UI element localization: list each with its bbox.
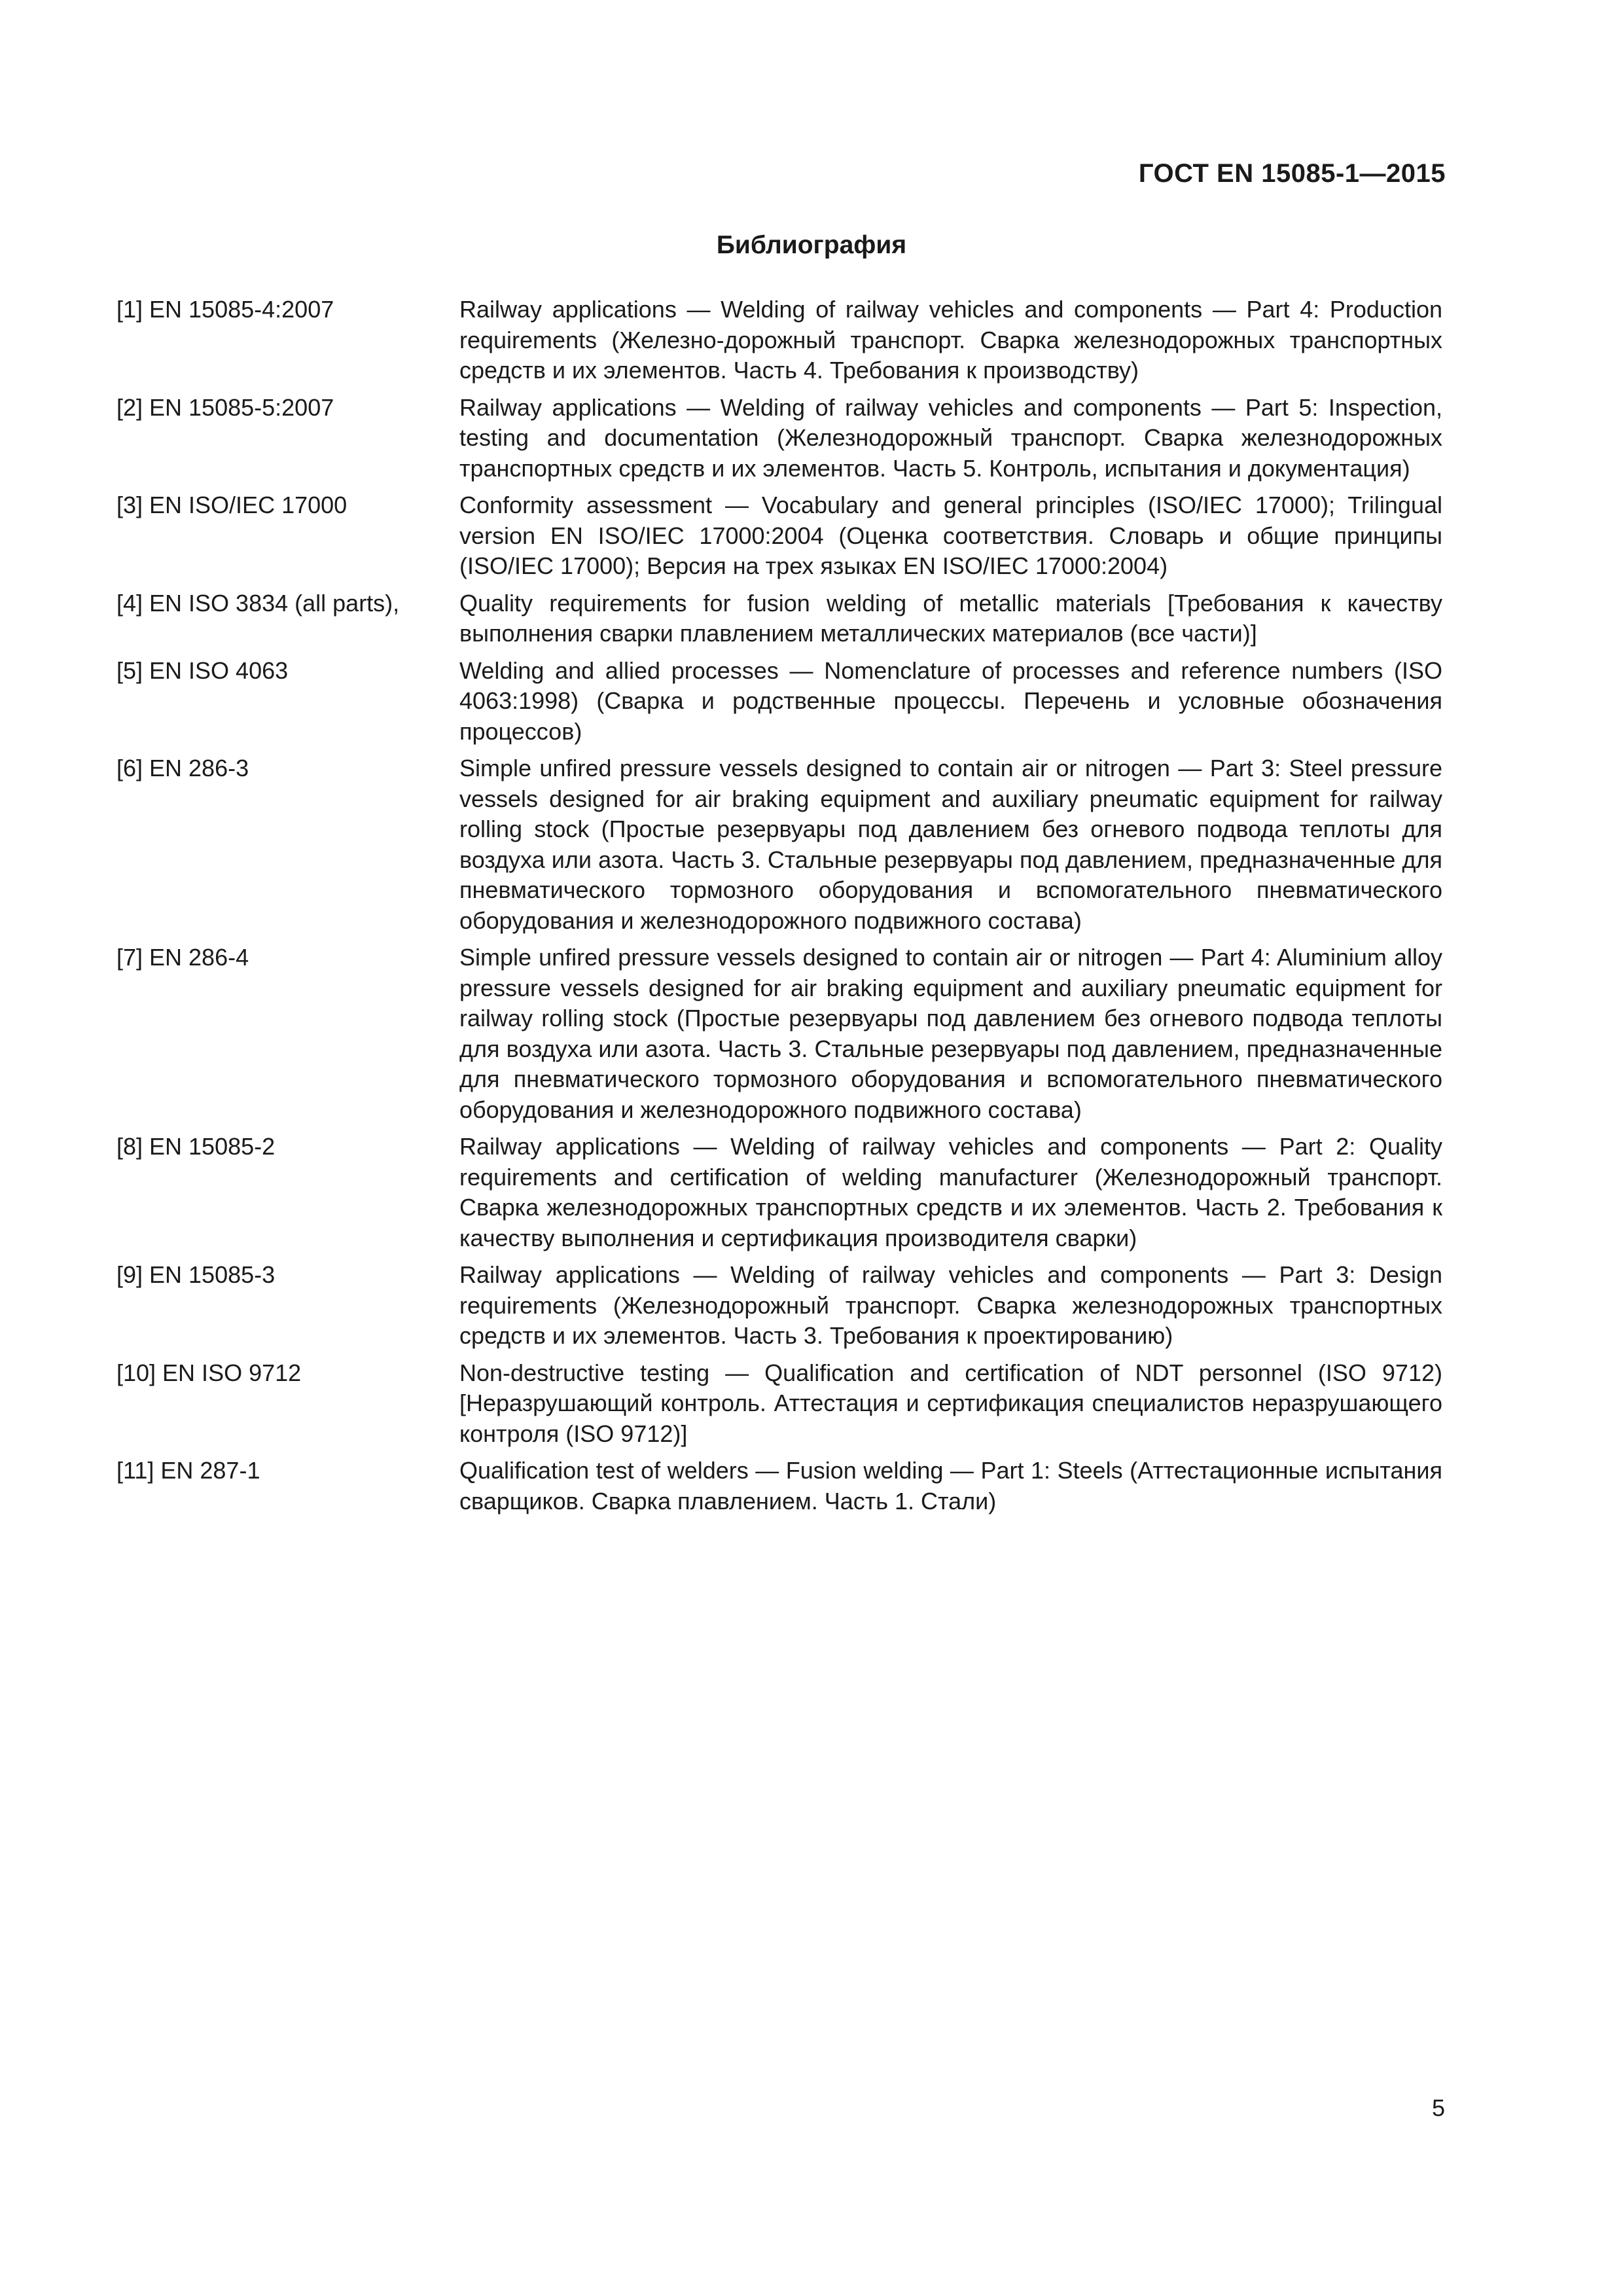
entry-description: Welding and allied processes — Nomenclature of processes and reference numbers (ISO 4063:1998) (Сварка и родственные процессы. Перечень и условные обозначения процессов) (459, 656, 1442, 745)
entry-reference: [8] EN 15085-2 (116, 1133, 276, 1160)
entry-reference: [10] EN ISO 9712 (116, 1359, 302, 1386)
entry-description: Qualification test of welders — Fusion welding — Part 1: Steels (Аттестационные испытания сварщиков. Сварка плавлением. Часть 1. Стали) (459, 1457, 1442, 1515)
entry-reference: [4] EN ISO 3834 (all parts), (116, 589, 400, 617)
entry-reference: [9] EN 15085-3 (116, 1261, 276, 1288)
entry-description: Railway applications — Welding of railway vehicles and components — Part 5: Inspection, testing and documentation (Железнодорожный транспорт. Сварка железнодорожных транспортных средств и их элементов. Часть 5. Контроль, испытания и документация) (459, 393, 1442, 482)
entry-description: Simple unfired pressure vessels designed to contain air or nitrogen — Part 4: Aluminium alloy pressure vessels designed for air braking equipment and auxiliary pneumatic equipment for railway rolling stock (Простые резервуары под давлением без огневого подвода теплоты для воздуха или азота. Часть 3. Стальные резервуары под давлением, предназначенные для пневматического тормозного оборудования и вспомогательного пневматического оборудования и железнодорожного подвижного состава) (459, 944, 1442, 1123)
entry-description: Non-destructive testing — Qualification and certification of NDT personnel (ISO 9712) [Неразрушающий контроль. Аттестация и сертификация специалистов неразрушающего контроля (ISO 9712)] (459, 1359, 1442, 1447)
entry-reference: [11] EN 287-1 (116, 1457, 260, 1484)
bibliography-entry (116, 656, 1449, 747)
bibliography-entry (116, 1456, 1449, 1516)
entry-description: Quality requirements for fusion welding of metallic materials [Требования к качеству выполнения сварки плавлением металлических материалов (все части)] (459, 589, 1442, 647)
entry-description: Railway applications — Welding of railway vehicles and components — Part 2: Quality requirements and certification of welding manufacturer (Железнодорожный транспорт. Сварка железнодорожных транспортных средств и их элементов. Часть 2. Требования к качеству выполнения и сертификация производителя сварки) (459, 1133, 1442, 1251)
entry-description: Simple unfired pressure vessels designed to contain air or nitrogen — Part 3: Steel pressure vessels designed for air braking equipment and auxiliary pneumatic equipment for railway rolling stock (Простые резервуары под давлением без огневого подвода теплоты для воздуха или азота. Часть 3. Стальные резервуары под давлением, предназначенные для пневматического тормозного оборудования и вспомогательного пневматического оборудования и железнодорожного подвижного состава) (459, 755, 1442, 934)
bibliography-list (116, 295, 1449, 1523)
page-number: 5 (1431, 2094, 1445, 2121)
bibliography-entry (116, 393, 1449, 484)
bibliography-entry (116, 490, 1449, 582)
bibliography-entry (116, 1358, 1449, 1450)
bibliography-entry (116, 588, 1449, 649)
entry-reference: [1] EN 15085-4:2007 (116, 296, 334, 323)
bibliography-entry (116, 1260, 1449, 1352)
entry-reference: [2] EN 15085-5:2007 (116, 393, 334, 421)
entry-description: Conformity assessment — Vocabulary and general principles (ISO/IEC 17000); Trilingual version EN ISO/IEC 17000:2004 (Оценка соответствия. Словарь и общие принципы (ISO/IEC 17000); Версия на трех языках EN ISO/IEC 17000:2004) (459, 492, 1442, 579)
bibliography-entry (116, 1132, 1449, 1253)
bibliography-entry (116, 942, 1449, 1125)
entry-description: Railway applications — Welding of railway vehicles and components — Part 4: Production requirements (Железно-дорожный транспорт. Сварка железнодорожных транспортных средств и их элементов. Часть 4. Требования к производству) (459, 296, 1442, 384)
document-code: ГОСТ EN 15085-1—2015 (1138, 159, 1446, 188)
entry-reference: [3] EN ISO/IEC 17000 (116, 492, 348, 518)
entry-reference: [6] EN 286-3 (116, 755, 249, 781)
page-title: Библиография (716, 231, 907, 259)
bibliography-entry (116, 295, 1449, 386)
entry-reference: [5] EN ISO 4063 (116, 656, 289, 684)
bibliography-entry (116, 753, 1449, 936)
entry-reference: [7] EN 286-4 (116, 944, 249, 971)
entry-description: Railway applications — Welding of railway vehicles and components — Part 3: Design requirements (Железнодорожный транспорт. Сварка железнодорожных транспортных средств и их элементов. Часть 3. Требования к проектированию) (459, 1261, 1442, 1349)
